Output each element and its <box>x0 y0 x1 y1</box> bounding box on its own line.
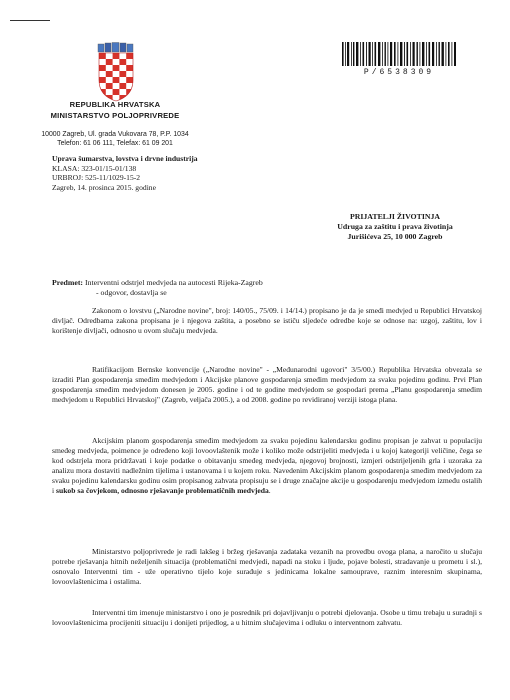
corner-mark <box>10 20 50 21</box>
document-date: Zagreb, 14. prosinca 2015. godine <box>52 182 156 192</box>
paragraph-3-emphasis: sukob sa čovjekom, odnosno rješavanje problematičnih medvjeda <box>56 485 269 495</box>
paragraph-3-text <box>52 436 482 495</box>
paragraph-3-end: . <box>268 485 271 495</box>
recipient-block <box>300 212 490 241</box>
ministry-phones: Telefon: 61 06 111, Telefax: 61 09 201 <box>57 140 173 147</box>
recipient-address: Jurišićeva 25, 10 000 Zagreb <box>347 231 443 241</box>
body-paragraph-1 <box>52 306 482 336</box>
paragraph-2-text: Ratifikacijom Bernske konvencije („Narodne novine" - „Međunarodni ugovori" 3/5/00.) Republika Hrvatska obvezala se izraditi Plan gospodarenja smeđim medvjedom i Akcijske planove gospodarenja smeđim medvjedom za svaku pojedinu godinu. Prvi Plan gospodarenja smeđim medvjedom donesen je 2005. godine i od te godine medvjedom se gospodari prema „Planu gospodarenja smeđim medvjedom u Republici Hrvatskoj" (Zagreb, veljača 2005.), a od 2008. godine po revidiranoj verziji istoga plana. <box>52 365 482 404</box>
urbroj: URBROJ: 525-11/1029-15-2 <box>52 173 141 183</box>
subject-line1: Interventni odstrjel medvjeda na autocesti Rijeka-Zagreb <box>84 278 263 287</box>
subject-line2: - odgovor, dostavlja se <box>96 287 167 297</box>
recipient-description: Udruga za zaštitu i prava životinja <box>337 221 453 231</box>
barcode-number: P/6538309 <box>363 68 435 77</box>
barcode <box>340 40 458 70</box>
recipient-name: PRIJATELJI ŽIVOTINJA <box>349 212 441 221</box>
meta-block <box>52 154 198 192</box>
paragraph-3-main: Akcijskim planom gospodarenja smeđim medvjedom za svaku pojedinu kalendarsku godinu propisan je zahvat u populaciju smeđeg medvjeda, poimence je određeno koji lovoovlaštenik može i koliko može odstrijeliti medvjeda i u kojoj kategoriji veličine, čega se kod odstrjela mora pridržavati i koje podatke o obitavanju smeđeg medvjeda, njegovoj brojnosti, izmjeri odstrijeljenih grla i uzoraka za analizu mora dostaviti nadležnim tijelima i ustanovama i u kojem roku. Navedenim Akcijskim planom gospodarenja smeđim medvjedom za svaku pojedinu kalendarsku godinu osim propisanog zahvata propisuju se i druge značajne akcije u gospodarenju medvjedom između ostalih i <box>52 436 482 495</box>
body-paragraph-3 <box>52 436 482 495</box>
body-paragraph-4 <box>52 547 482 587</box>
ministry-address: 10000 Zagreb, Ul. grada Vukovara 78, P.P. 1034 <box>41 131 189 138</box>
directorate: Uprava šumarstva, lovstva i drvne industrija <box>52 154 198 163</box>
body-paragraph-5 <box>52 608 482 628</box>
paragraph-4-text: Ministarstvo poljoprivrede je radi lakšeg i bržeg rješavanja zadataka vezanih na provedbu ovoga plana, a naročito u slučaju potrebe rješavanja hitnih neželjenih situacija (problematični medvjedi, napadi na stoku i ljude, pojave bolesti, stradavanje u prometu i sl.), osnovalo Interventni tim - uže operativno tijelo koje surađuje s jedinicama lokalne samouprave, raznim interesnim skupinama, lovoovlaštenicima i ostalima. <box>52 547 482 586</box>
republic-title: REPUBLIKA HRVATSKA <box>69 100 161 109</box>
ministry-title: MINISTARSTVO POLJOPRIVREDE <box>50 111 180 120</box>
paragraph-1-text: Zakonom o lovstvu („Narodne novine", broj: 140/05., 75/09. i 14/14.) propisano je da je smeđi medvjed u Republici Hrvatskoj divljač. Odredbama zakona propisana je i njegova zaštita, a posebno se ističu sljedeće odredbe koje se odnose na: uzgoj, zaštitu, lov i korištenje divljači, odnosno u ovom slučaju medvjeda. <box>52 306 482 335</box>
coat-of-arms-icon <box>95 42 137 102</box>
subject-label: Predmet: <box>52 278 84 287</box>
paragraph-5-text: Interventni tim imenuje ministarstvo i ono je posrednik pri dojavljivanju o potrebi djelovanja. Osobe u timu trebaju u suradnji s lovoovlaštenicima procijeniti situaciju i donijeti prijedlog, a u hitnim slučajevima i odluku o interventnom zahvatu. <box>52 608 482 627</box>
subject-block <box>52 278 482 298</box>
klasa: KLASA: 323-01/15-01/138 <box>52 163 137 173</box>
body-paragraph-2 <box>52 365 482 405</box>
